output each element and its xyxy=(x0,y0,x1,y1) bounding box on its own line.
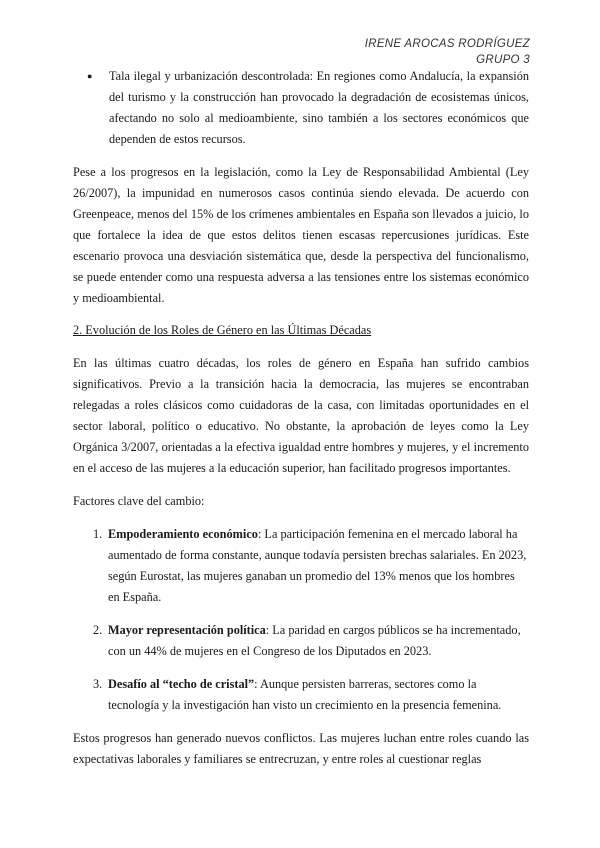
list-number: 1. xyxy=(93,527,103,541)
author-name: IRENE AROCAS RODRÍGUEZ xyxy=(364,38,530,50)
list-number: 3. xyxy=(93,677,103,691)
paragraph-conflicts: Estos progresos han generado nuevos conflictos. Las mujeres luchan entre roles cuando las expectativas laborales y familiares se entrecruzan, y entre roles al cuestionar reglas xyxy=(73,731,529,766)
list-item-title: Mayor representación política xyxy=(108,623,266,637)
list-item-text: : La paridad en cargos públicos se ha incrementado, con un 44% de mujeres en el Congreso de los Diputados en 2023. xyxy=(108,623,521,658)
list-item-title: Desafío al “techo de cristal” xyxy=(108,677,255,691)
list-item-body xyxy=(108,620,529,662)
list-item xyxy=(93,620,529,662)
page-header xyxy=(365,36,530,68)
paragraph-legislation: Pese a los progresos en la legislación, como la Ley de Responsabilidad Ambiental (Ley 26/2007), la impunidad en numerosos casos continúa siendo elevada. De acuerdo con Greenpeace, menos del 15% de los crímenes ambientales en España son llevados a juicio, lo que fortalece la idea de que estos delitos tienen escasas repercusiones jurídicas. Este escenario provoca una desviación sistemática que, desde la perspectiva del funcionalismo, se puede entender como una respuesta adversa a las tensiones entre los sistemas económico y medioambiental. xyxy=(73,165,529,305)
paragraph-gender-roles: En las últimas cuatro décadas, los roles de género en España han sufrido cambios significativos. Previo a la transición hacia la democracia, las mujeres se encontraban relegadas a roles clásicos como cuidadoras de la casa, con limitadas oportunidades en el sector laboral, político o educativo. No obstante, la aprobación de leyes como la Ley Orgánica 3/2007, orientadas a la efectiva igualdad entre hombres y mujeres, y el incremento en el acceso de las mujeres a la educación superior, han facilitado progresos importantes. xyxy=(73,356,529,475)
list-item xyxy=(93,674,529,716)
factors-intro: Factores clave del cambio: xyxy=(73,494,205,508)
list-item-text: : Aunque persisten barreras, sectores como la tecnología y la investigación han visto un crecimiento en la presencia femenina. xyxy=(108,677,502,712)
page-content xyxy=(73,66,529,770)
bullet-dot-icon: ● xyxy=(87,71,93,81)
section-heading: 2. Evolución de los Roles de Género en las Últimas Décadas xyxy=(73,323,372,337)
list-item-text: : La participación femenina en el mercado laboral ha aumentado de forma constante, aunque todavía persisten brechas salariales. En 2023, según Eurostat, las mujeres ganaban un promedio del 13% menos que los hombres en España. xyxy=(108,527,527,604)
list-item xyxy=(93,524,529,608)
list-item-body xyxy=(108,524,529,608)
bullet-item xyxy=(87,66,529,150)
factors-list xyxy=(73,524,529,716)
list-number: 2. xyxy=(93,623,103,637)
list-item-title: Empoderamiento económico xyxy=(108,527,258,541)
group-label: GRUPO 3 xyxy=(476,54,530,66)
list-item-body xyxy=(108,674,529,716)
bullet-text: Tala ilegal y urbanización descontrolada: En regiones como Andalucía, la expansión del turismo y la construcción han provocado la degradación de ecosistemas únicos, afectando no solo al medioambiente, sino también a los sectores económicos que dependen de estos recursos. xyxy=(109,69,529,146)
